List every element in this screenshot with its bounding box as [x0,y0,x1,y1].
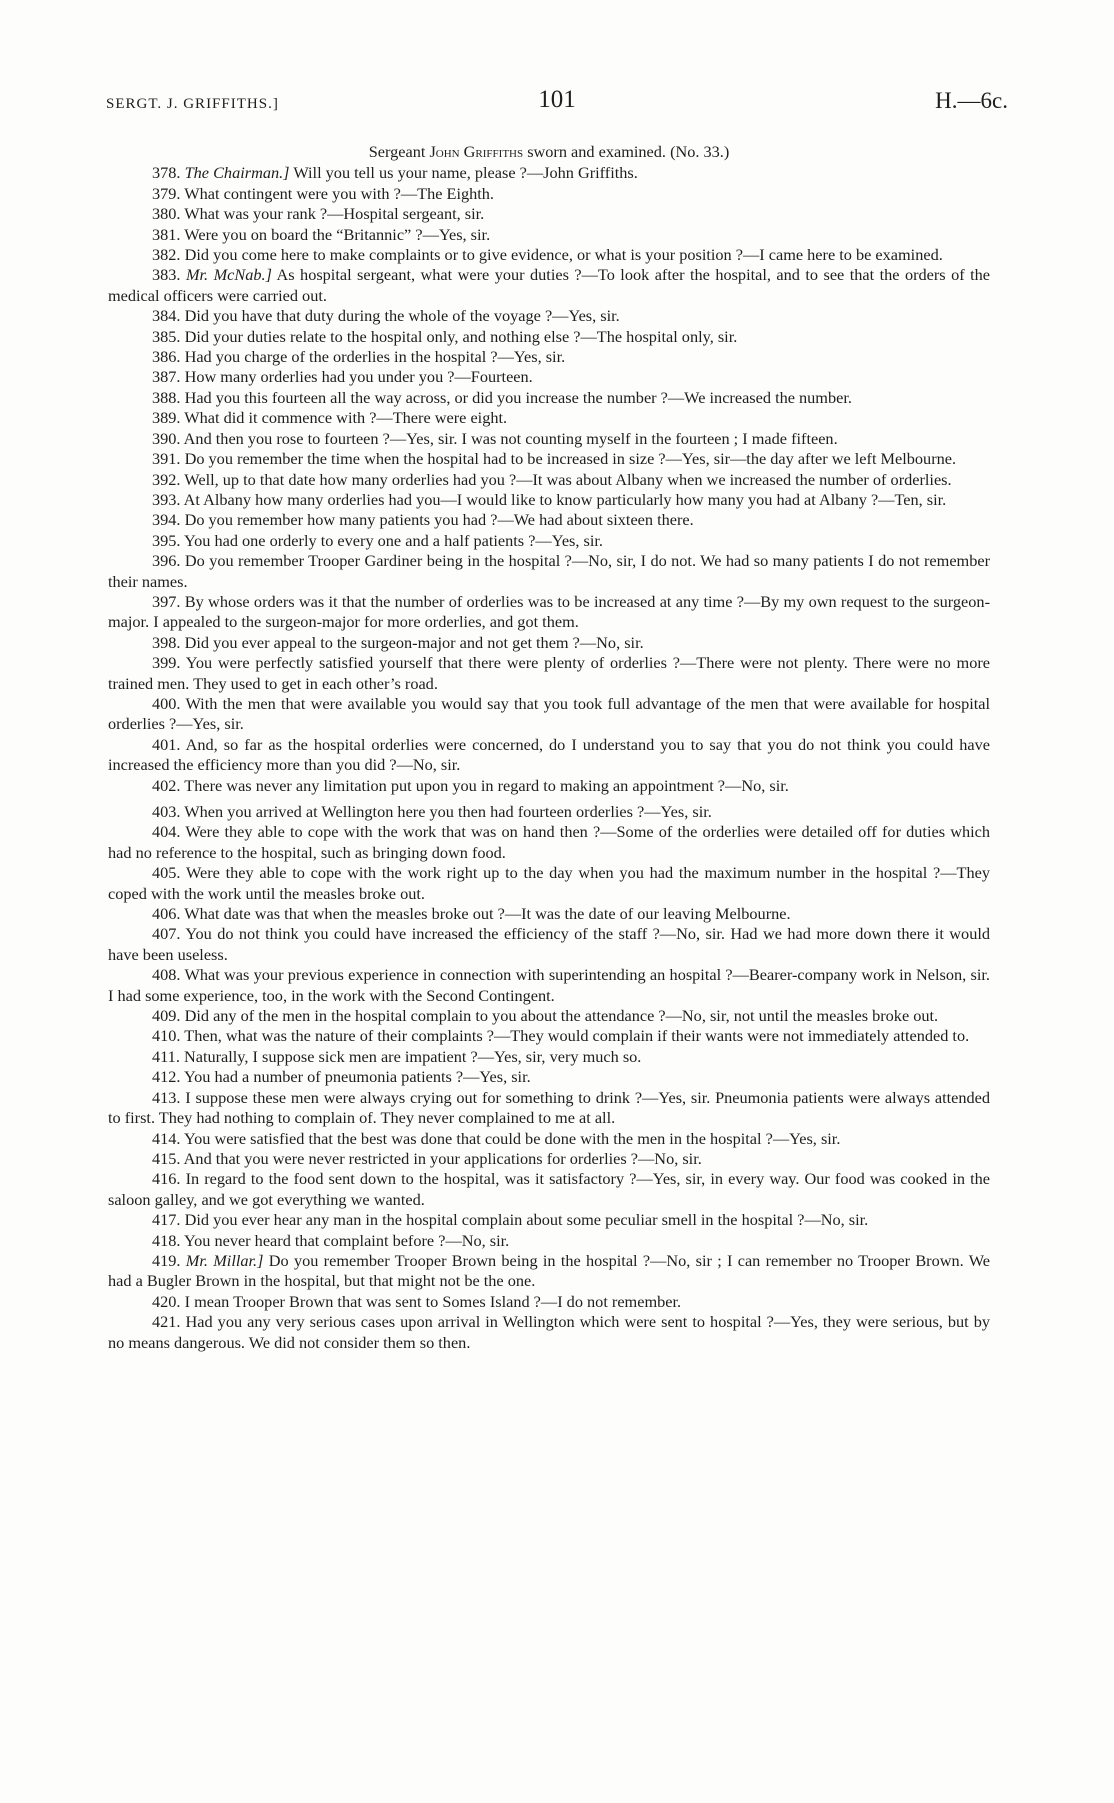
question-text: By whose orders was it that the number of orderlies was to be increased at any time ?—By my own request to the surgeon-major. I appealed to the surgeon-major for more orderlies, and got them. [108,591,990,632]
question-item [108,776,990,796]
speaker-name: The Chairman.] [184,163,290,183]
question-item [108,924,990,965]
question-item [108,904,990,924]
question-list [108,163,990,1353]
question-item [108,1149,990,1169]
question-number: 407. [152,924,181,944]
question-text: Had you charge of the orderlies in the hospital ?—Yes, sir. [184,347,566,367]
question-text: Had you any very serious cases upon arrival in Wellington which were sent to hospital ?—Yes, they were serious, but by no means dangerous. We did not consider them so then. [108,1312,990,1352]
question-item [108,306,990,326]
question-text: Did you ever appeal to the surgeon-major and not get them ?—No, sir. [184,632,644,652]
question-item [108,965,990,1006]
question-item [108,551,990,592]
question-item [108,367,990,387]
question-text: What did it commence with ?—There were eight. [184,408,508,428]
question-number: 396. [152,551,181,571]
question-item [108,633,990,653]
question-item [108,802,990,822]
question-item [108,1129,990,1149]
question-item [108,1006,990,1026]
question-number: 388. [152,387,181,407]
question-text: Did any of the men in the hospital complain to you about the attendance ?—No, sir, not until the measles broke out. [184,1006,939,1026]
question-number: 402. [152,775,181,795]
question-number: 413. [152,1087,181,1107]
question-text: Were they able to cope with the work right up to the day when you had the maximum number in the hospital ?—They coped with the work until the measles broke out. [108,863,990,903]
question-text: What was your rank ?—Hospital sergeant, sir. [184,204,485,224]
question-number: 379. [152,183,181,203]
question-item [108,1047,990,1067]
question-item [108,735,990,776]
question-number: 416. [152,1169,181,1189]
question-item [108,863,990,904]
question-number: 414. [152,1128,181,1148]
question-number: 412. [152,1067,181,1087]
question-number: 421. [152,1312,181,1332]
question-text: And, so far as the hospital orderlies were concerned, do I understand you to say that you do not think you could have increased the efficiency more than you did ?—No, sir. [108,734,990,775]
question-number: 397. [152,591,181,611]
question-text: Did you come here to make complaints or to give evidence, or what is your position ?—I came here to be examined. [184,245,943,265]
question-text: You never heard that complaint before ?—No, sir. [183,1230,510,1250]
page-header [106,84,1008,124]
question-number: 410. [152,1026,181,1046]
question-text: Do you remember Trooper Brown being in the hospital ?—No, sir ; I can remember no Trooper Brown. We had a Bugler Brown in the hospital, but that might not be the one. [108,1250,990,1291]
question-number: 384. [152,306,181,326]
question-text: Do you remember Trooper Gardiner being in the hospital ?—No, sir, I do not. We had so many patients I do not remember their names. [108,551,990,591]
question-item [108,163,990,183]
question-text: What was your previous experience in connection with superintending an hospital ?—Bearer-company work in Nelson, sir. I had some experience, too, in the work with the Second Contingent. [108,965,990,1005]
question-item [108,1312,990,1353]
question-number: 399. [152,653,181,673]
question-number: 406. [152,904,181,924]
question-item [108,327,990,347]
question-number: 420. [152,1291,181,1311]
question-number: 408. [152,965,181,985]
question-text: And then you rose to fourteen ?—Yes, sir. I was not counting myself in the fourteen ; I made fifteen. [183,428,838,448]
speaker-name: Mr. Millar.] [185,1250,264,1270]
question-text: You had a number of pneumonia patients ?—Yes, sir. [183,1067,531,1087]
question-number: 415. [152,1148,181,1168]
question-text: With the men that were available you would say that you took full advantage of the men that were available for hospital orderlies ?—Yes, sir. [108,693,991,734]
question-number: 418. [152,1230,181,1250]
question-item [108,1251,990,1292]
question-text: Had you this fourteen all the way across, or did you increase the number ?—We increased the number. [184,387,852,407]
question-number: 380. [152,204,181,224]
question-number: 394. [152,510,181,530]
question-text: At Albany how many orderlies had you—I would like to know particularly how many you had at Albany ?—Ten, sir. [183,489,947,509]
question-number: 398. [152,632,181,652]
question-number: 400. [152,693,181,713]
question-text: Do you remember the time when the hospital had to be increased in size ?—Yes, sir—the day after we left Melbourne. [184,449,957,469]
question-item [108,1088,990,1129]
question-number: 405. [152,863,181,883]
question-number: 381. [152,224,181,244]
sworn-suffix: sworn and examined. (No. 33.) [523,142,730,161]
witness-header: SERGT. J. GRIFFITHS.] [106,96,279,112]
speaker-name: Mr. McNab.] [185,265,272,285]
question-text: Do you remember how many patients you had ?—We had about sixteen there. [184,510,694,530]
question-text: As hospital sergeant, what were your duties ?—To look after the hospital, and to see that the orders of the medical officers were carried out. [108,265,990,305]
question-text: And that you were never restricted in your applications for orderlies ?—No, sir. [183,1148,702,1168]
question-text: How many orderlies had you under you ?—Fourteen. [184,367,533,387]
question-number: 387. [152,367,181,387]
question-item [108,1067,990,1087]
question-item [108,245,990,265]
question-item [108,1292,990,1312]
question-item [108,388,990,408]
question-number: 385. [152,326,181,346]
question-number: 393. [152,489,181,509]
witness-name: John Griffiths [429,142,524,161]
question-item [108,1210,990,1230]
question-number: 382. [152,245,181,265]
question-item [108,408,990,428]
question-item [108,225,990,245]
question-item [108,449,990,469]
sworn-heading [108,142,990,162]
question-item [108,592,990,633]
question-item [108,694,990,735]
question-item [108,1231,990,1251]
question-number: 390. [152,428,181,448]
question-number: 383. [152,265,181,285]
question-text: When you arrived at Wellington here you then had fourteen orderlies ?—Yes, sir. [184,802,712,821]
question-item [108,1026,990,1046]
question-text: You were perfectly satisfied yourself that there were plenty of orderlies ?—There were not plenty. There were no more trained men. They used to get in each other’s road. [108,653,991,693]
question-text: Did you have that duty during the whole of the voyage ?—Yes, sir. [184,306,620,326]
question-item [108,184,990,204]
question-number: 389. [152,408,181,428]
question-text: Then, what was the nature of their complaints ?—They would complain if their wants were not immediately attended to. [184,1026,970,1046]
question-item [108,347,990,367]
question-item [108,470,990,490]
question-item [108,822,990,863]
question-item [108,265,990,306]
sworn-prefix: Sergeant [368,142,426,161]
question-item [108,1169,990,1210]
question-text: I suppose these men were always crying out for something to drink ?—Yes, sir. Pneumonia patients were always attended to first. They had nothing to complain of. They never complained to me at all. [108,1087,990,1128]
question-text: Did you ever hear any man in the hospital complain about some peculiar smell in the hospital ?—No, sir. [184,1210,869,1230]
question-number: 419. [152,1250,181,1270]
question-number: 409. [152,1006,181,1026]
question-text: What date was that when the measles broke out ?—It was the date of our leaving Melbourne. [184,904,791,924]
question-text: Did your duties relate to the hospital only, and nothing else ?—The hospital only, sir. [184,326,738,346]
question-number: 401. [152,734,181,754]
question-number: 411. [152,1046,180,1066]
question-number: 392. [152,469,181,489]
question-number: 403. [152,802,181,821]
question-text: Well, up to that date how many orderlies had you ?—It was about Albany when we increased the number of orderlies. [184,469,952,489]
question-item [108,531,990,551]
question-text: Naturally, I suppose sick men are impatient ?—Yes, sir, very much so. [183,1046,642,1066]
question-text: Were you on board the “Britannic” ?—Yes, sir. [184,224,491,244]
question-item [108,510,990,530]
question-item [108,204,990,224]
question-text: You do not think you could have increased the efficiency of the staff ?—No, sir. Had we had more down there it would have been useless. [108,924,990,964]
question-item [108,653,990,694]
page-number: 101 [538,86,576,113]
question-number: 378. [152,163,181,183]
question-item [108,429,990,449]
evidence-body [108,142,990,1353]
question-text: I mean Trooper Brown that was sent to Somes Island ?—I do not remember. [184,1291,682,1311]
question-text: Will you tell us your name, please ?—John Griffiths. [293,163,638,183]
document-code: H.—6c. [935,88,1008,113]
question-text: Were they able to cope with the work that was on hand then ?—Some of the orderlies were detailed off for duties which had no reference to the hospital, such as bringing down food. [108,822,990,862]
question-number: 386. [152,347,181,367]
question-text: There was never any limitation put upon you in regard to making an appointment ?—No, sir. [184,775,789,795]
question-number: 417. [152,1210,181,1230]
question-item [108,490,990,510]
question-number: 404. [152,822,181,842]
question-number: 395. [152,530,181,550]
question-text: You were satisfied that the best was done that could be done with the men in the hospital ?—Yes, sir. [183,1128,841,1148]
question-text: In regard to the food sent down to the hospital, was it satisfactory ?—Yes, sir, in every way. Our food was cooked in the saloon galley, and we got everything we wanted. [108,1169,990,1209]
question-text: You had one orderly to every one and a half patients ?—Yes, sir. [183,530,603,550]
question-text: What contingent were you with ?—The Eighth. [184,183,494,203]
question-number: 391. [152,449,181,469]
